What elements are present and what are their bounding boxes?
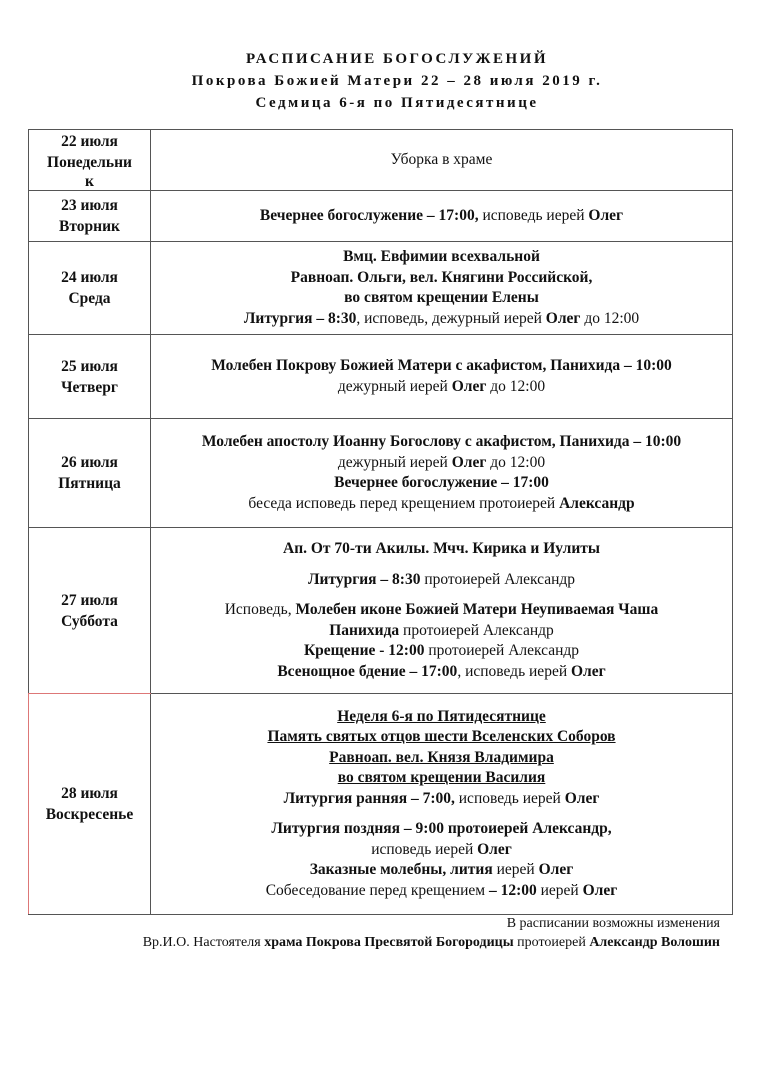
table-row	[29, 419, 733, 528]
event-line: Ап. От 70-ти Акилы. Мчч. Кирика и Иулиты	[283, 540, 600, 557]
event-line	[151, 206, 732, 227]
day-weekday: Понедельни	[47, 153, 132, 171]
day-weekday: Четверг	[61, 378, 118, 396]
event-cell	[151, 242, 733, 335]
day-cell	[29, 528, 151, 694]
event-line	[151, 494, 732, 515]
event-text: исповедь иерей	[454, 789, 565, 807]
event-line	[151, 600, 732, 621]
event-text: , исповедь иерей	[457, 662, 571, 680]
day-date: 28 июля	[61, 785, 118, 802]
event-priest: Александр	[559, 494, 635, 512]
event-priest: Олег	[451, 377, 487, 395]
event-cell	[151, 191, 733, 242]
day-cell	[29, 191, 151, 242]
event-text: беседа исповедь перед крещением протоиерей	[248, 494, 560, 512]
event-line	[151, 621, 732, 642]
event-line	[151, 641, 732, 662]
event-line	[151, 881, 732, 902]
signature-text: Вр.И.О. Настоятеля	[142, 935, 265, 950]
table-row	[29, 528, 733, 694]
event-line: во святом крещении Елены	[344, 289, 539, 306]
table-row	[29, 694, 733, 915]
event-line	[151, 309, 732, 330]
event-text: дежурный иерей	[337, 377, 452, 395]
event-line: Литургия поздняя – 9:00 протоиерей Александр,	[271, 820, 612, 838]
day-cell	[29, 335, 151, 419]
changes-note: В расписании возможны изменения	[506, 916, 720, 931]
table-row	[29, 130, 733, 191]
event-text: иерей	[492, 861, 539, 879]
event-priest: Олег	[451, 453, 487, 471]
table-row	[29, 191, 733, 242]
day-cell	[29, 242, 151, 335]
event-line: Неделя 6-я по Пятидесятнице	[337, 707, 546, 725]
day-date: 25 июля	[61, 357, 118, 375]
event-service: Панихида	[329, 621, 400, 639]
event-text: исповедь иерей	[478, 206, 589, 224]
event-line	[151, 570, 732, 591]
event-text: Исповедь,	[224, 601, 296, 618]
event-line	[151, 453, 732, 474]
event-text: протоиерей Александр	[420, 570, 576, 588]
event-text: до 12:00	[580, 309, 640, 327]
day-weekday: Среда	[68, 290, 111, 307]
event-text: протоиерей Александр	[424, 642, 580, 659]
event-line	[151, 840, 732, 861]
event-text: исповедь иерей	[371, 840, 478, 858]
event-line	[151, 377, 732, 398]
document-title: РАСПИСАНИЕ БОГОСЛУЖЕНИЙ	[246, 51, 548, 67]
event-service: Вечернее богослужение – 17:00,	[259, 206, 479, 224]
event-service: Крещение - 12:00	[303, 642, 425, 659]
day-date: 26 июля	[61, 454, 118, 471]
event-line	[151, 789, 732, 810]
event-text: иерей	[536, 881, 583, 899]
day-date: 27 июля	[61, 591, 118, 609]
table-row	[29, 242, 733, 335]
day-date: 22 июля	[61, 132, 118, 150]
day-weekday: Вторник	[59, 218, 120, 235]
event-text: , исповедь, дежурный иерей	[356, 309, 546, 327]
event-priest: Олег	[477, 840, 512, 858]
day-date: 24 июля	[61, 269, 118, 286]
event-text: Собеседование перед крещением	[265, 881, 489, 899]
signature-line	[0, 935, 720, 951]
event-priest: Олег	[571, 662, 606, 680]
event-cell	[151, 335, 733, 419]
event-text: до 12:00	[486, 377, 546, 395]
event-cell	[151, 528, 733, 694]
event-priest: Олег	[582, 881, 618, 899]
table-row	[29, 335, 733, 419]
event-priest: Олег	[564, 789, 600, 807]
event-service: Заказные молебны, лития	[309, 861, 493, 879]
event-text: протоиерей Александр	[399, 621, 554, 639]
event-service: Молебен иконе Божией Матери Неупиваемая Чаша	[295, 601, 659, 618]
document-subtitle: Покрова Божией Матери 22 – 28 июля 2019 г.	[191, 73, 603, 89]
event-line: Уборка в храме	[390, 150, 493, 168]
day-weekday-cont: к	[85, 172, 94, 190]
day-weekday: Пятница	[58, 475, 121, 492]
event-time: – 12:00	[488, 881, 537, 899]
event-line: Равноап. Ольги, вел. Княгини Российской,	[290, 268, 593, 286]
event-service: Литургия – 8:30	[307, 570, 421, 588]
event-line: Память святых отцов шести Вселенских Соборов	[267, 728, 616, 746]
event-text: до 12:00	[486, 453, 546, 471]
event-service: Литургия – 8:30	[243, 309, 357, 327]
event-line: Равноап. вел. Князя Владимира	[329, 748, 554, 766]
day-weekday: Воскресенье	[45, 806, 134, 823]
priest-name: Александр Волошин	[589, 935, 720, 950]
event-line: во святом крещении Василия	[337, 769, 546, 787]
event-cell	[151, 130, 733, 191]
event-text: дежурный иерей	[337, 453, 452, 471]
event-line: Молебен апостолу Иоанну Богослову с акафистом, Панихида – 10:00	[201, 433, 682, 450]
day-cell	[29, 694, 151, 915]
week-title: Седмица 6-я по Пятидесятнице	[255, 95, 539, 111]
event-line: Вмц. Евфимии всехвальной	[343, 248, 540, 265]
event-line: Вечернее богослужение – 17:00	[334, 474, 549, 491]
event-priest: Олег	[538, 861, 574, 879]
day-cell	[29, 130, 151, 191]
event-service: Всенощное бдение – 17:00	[277, 662, 458, 680]
church-name: храма Покрова Пресвятой Богородицы	[264, 935, 514, 950]
event-cell	[151, 419, 733, 528]
event-line	[151, 662, 732, 683]
schedule-table	[28, 129, 733, 915]
day-weekday: Суббота	[61, 612, 118, 630]
event-cell	[151, 694, 733, 915]
document-header	[0, 48, 768, 114]
event-line	[151, 860, 732, 881]
day-cell	[29, 419, 151, 528]
event-priest: Олег	[588, 206, 624, 224]
event-priest: Олег	[545, 309, 581, 327]
signature-text: протоиерей	[513, 935, 590, 950]
event-service: Литургия ранняя – 7:00,	[283, 789, 455, 807]
event-line: Молебен Покрову Божией Матери с акафистом, Панихида – 10:00	[211, 357, 672, 374]
day-date: 23 июля	[61, 197, 118, 214]
